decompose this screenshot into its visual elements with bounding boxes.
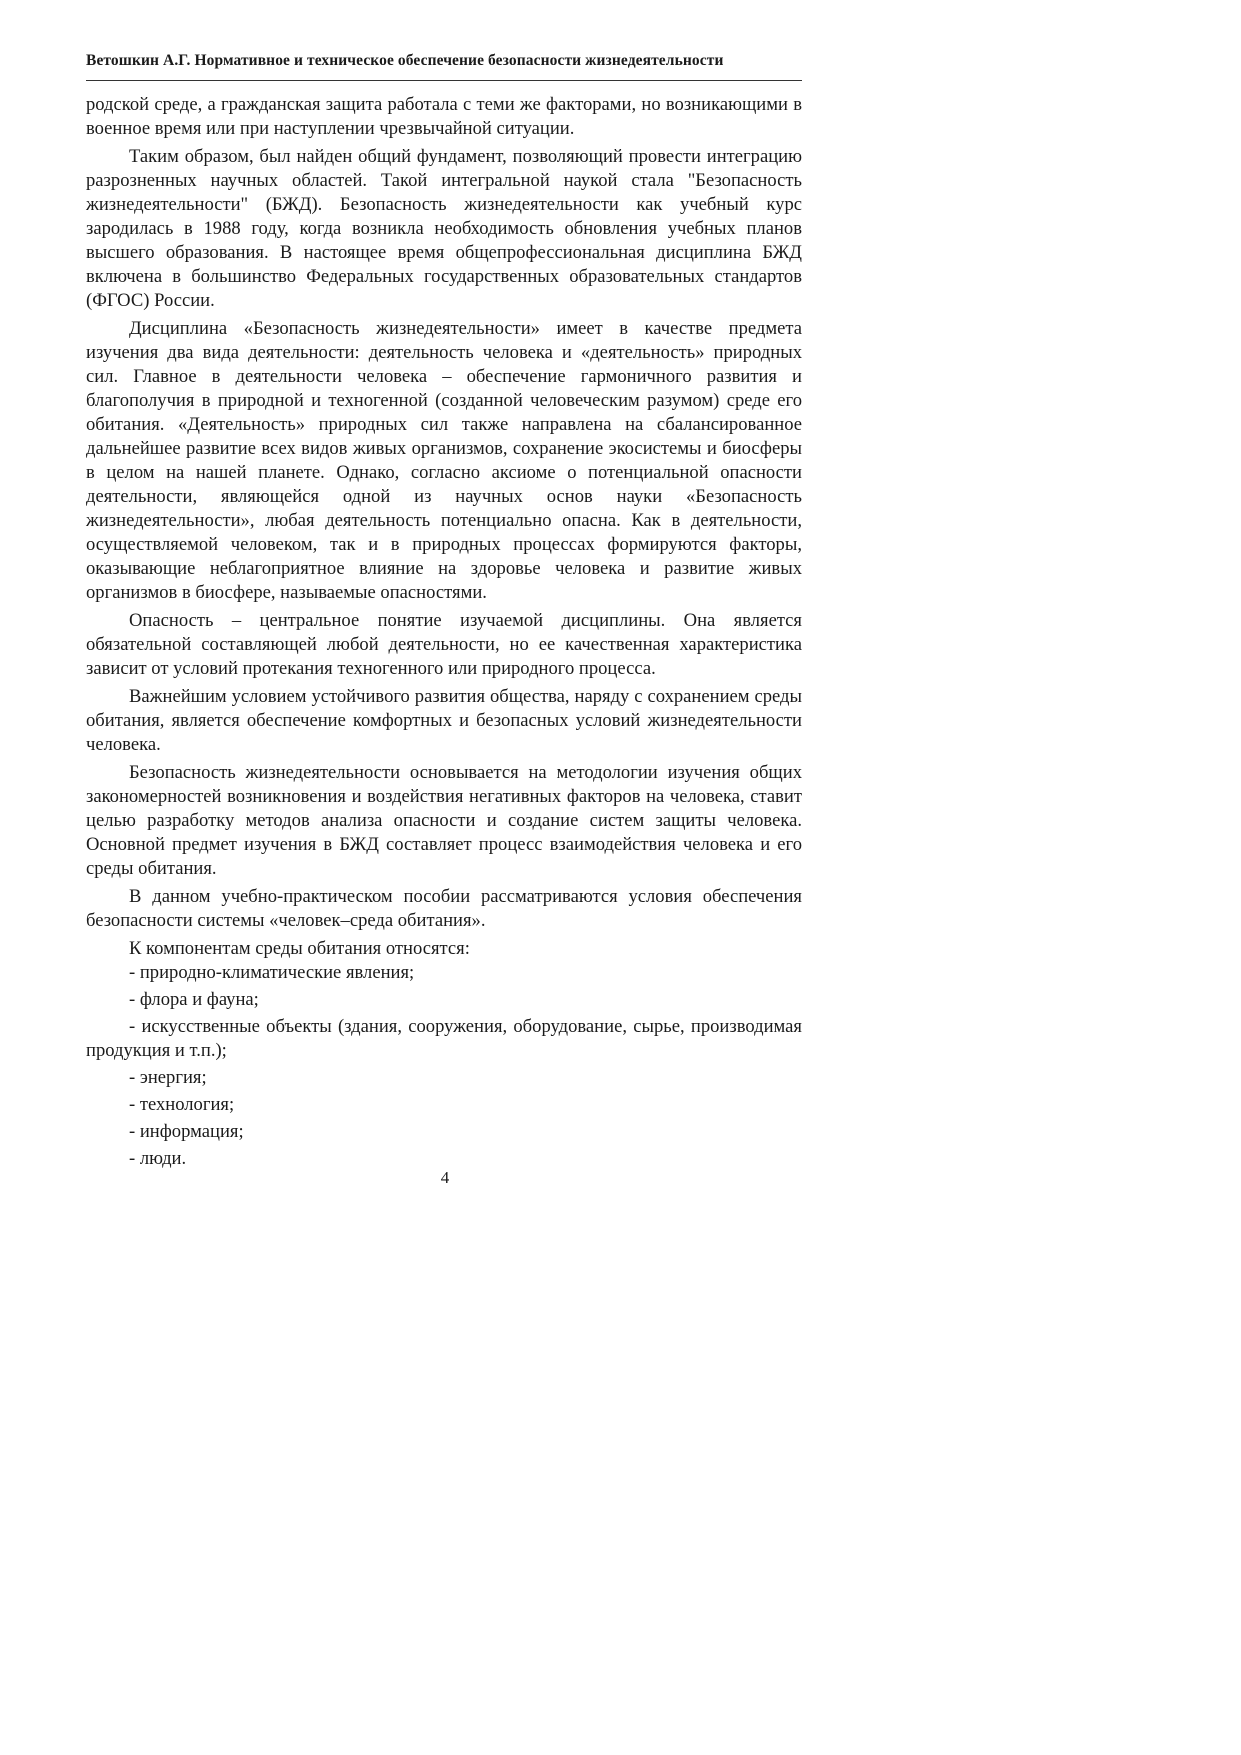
page-number: 4 <box>440 1168 450 1187</box>
paragraph: Важнейшим условием устойчивого развития общества, наряду с сохранением среды обитания, является обеспечение комфортных и безопасных условий жизнедеятельности человека. <box>86 686 802 755</box>
list-item: - люди. <box>129 1148 187 1169</box>
running-header: Ветошкин А.Г. Нормативное и техническое обеспечение безопасности жизнедеятельности <box>86 52 724 69</box>
header-divider <box>86 80 802 81</box>
paragraph: Опасность – центральное понятие изучаемой дисциплины. Она является обязательной составляющей любой деятельности, но ее качественная характеристика зависит от условий протекания техногенного или природного процесса. <box>86 610 802 679</box>
list-item: - технология; <box>129 1094 235 1115</box>
paragraph: В данном учебно-практическом пособии рассматриваются условия обеспечения безопасности системы «человек–среда обитания». <box>86 886 802 931</box>
list-item: - флора и фауна; <box>129 989 259 1010</box>
paragraph: Дисциплина «Безопасность жизнедеятельности» имеет в качестве предмета изучения два вида деятельности: деятельность человека и «деятельность» природных сил. Главное в деятельности человека – обеспечение гармоничного развития и благополучия в природной и техногенной (созданной человеческим разумом) среде его обитания. «Деятельность» природных сил также направлена на сбалансированное дальнейшее развитие всех видов живых организмов, сохранение экосистемы и биосферы в целом на нашей планете. Однако, согласно аксиоме о потенциальной опасности деятельности, являющейся одной из научных основ науки «Безопасность жизнедеятельности», любая деятельность потенциально опасна. Как в деятельности, осуществляемой человеком, так и в природных процессах формируются факторы, оказывающие неблагоприятное влияние на здоровье человека и развитие живых организмов в биосфере, называемые опасностями. <box>86 318 802 603</box>
body-text <box>86 93 802 1174</box>
paragraph: Таким образом, был найден общий фундамент, позволяющий провести интеграцию разрозненных научных областей. Такой интегральной наукой стала "Безопасность жизнедеятельности" (БЖД). Безопасность жизнедеятельности как учебный курс зародилась в 1988 году, когда возникла необходимость обновления учебных планов высшего образования. В настоящее время общепрофессиональная дисциплина БЖД включена в большинство Федеральных государственных образовательных стандартов (ФГОС) России. <box>86 146 802 311</box>
environment-components-list <box>86 961 802 1171</box>
paragraph: Безопасность жизнедеятельности основывается на методологии изучения общих закономерностей возникновения и воздействия негативных факторов на человека, ставит целью разработку методов анализа опасности и создание систем защиты человека. Основной предмет изучения в БЖД составляет процесс взаимодействия человека и его среды обитания. <box>86 762 802 879</box>
list-item: - искусственные объекты (здания, сооружения, оборудование, сырье, производимая продукция и т.п.); <box>86 1016 802 1061</box>
list-item: - информация; <box>129 1121 244 1142</box>
paragraph: К компонентам среды обитания относятся: <box>129 938 470 959</box>
paragraph: родской среде, а гражданская защита работала с теми же факторами, но возникающими в военное время или при наступлении чрезвычайной ситуации. <box>86 94 802 139</box>
list-item: - энергия; <box>129 1067 207 1088</box>
list-item: - природно-климатические явления; <box>129 962 415 983</box>
